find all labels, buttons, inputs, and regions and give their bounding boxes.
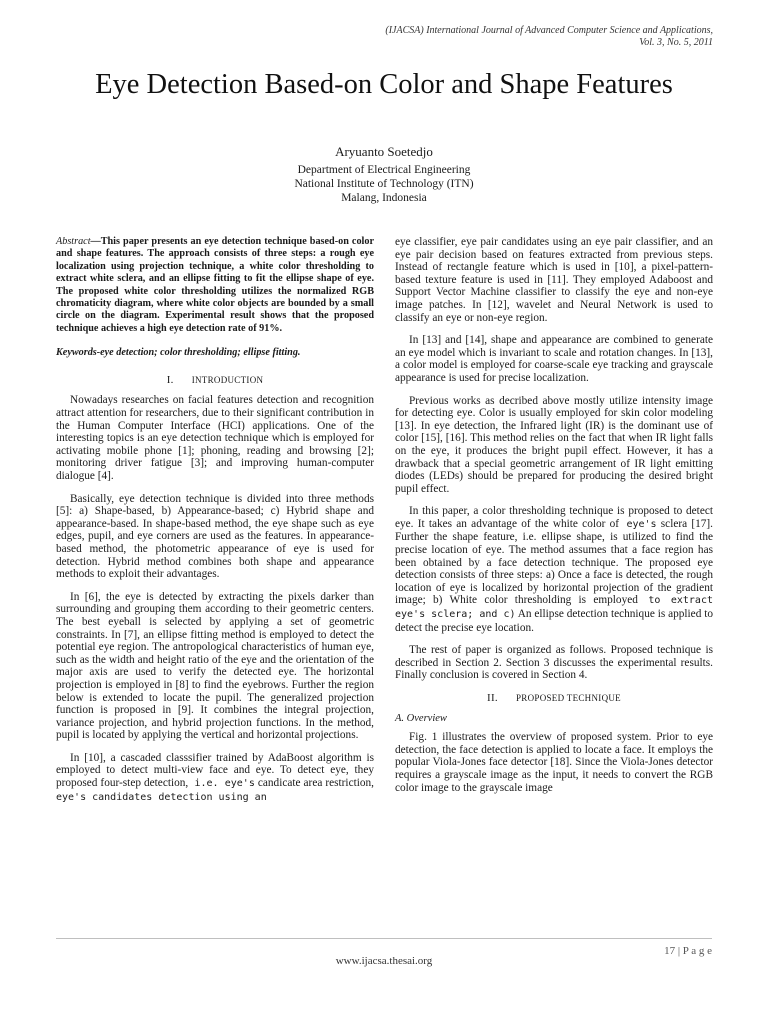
subsection-heading-overview: A. Overview: [395, 712, 447, 724]
text-run: In this paper, a color thresholding technique is proposed to detect eye. It takes an advantage of the white color of: [395, 505, 713, 530]
section-number: II.: [487, 692, 498, 704]
section-title: INTRODUCTION: [191, 374, 264, 385]
paragraph: eye classifier, eye pair candidates using an eye pair classifier, and an eye pair decision based on features extracted from previous steps. Instead of rectangle feature which is used in [10], a pixel-pattern-based texture feature is used in [11]. They employed Adaboost and Support Vector Machine classifier to classify the eye and non-eye image patches. In [12], wavelet and Neural Network is used to classify an eye or non-eye region.: [395, 236, 713, 324]
mono-text-run: i.e. eye's: [188, 778, 255, 790]
footer-divider: [56, 938, 712, 939]
section-title: PROPOSED TECHNIQUE: [515, 693, 621, 703]
mono-text-run: to extract eye's sclera; and c): [395, 595, 713, 621]
page-number: 17 | P a g e: [664, 945, 712, 957]
paragraph: Basically, eye detection technique is divided into three methods [5]: a) Shape-based, b) Appearance-based; c) Hybrid shape and appearance-based. In shape-based method, the eye shape such as eye edges, pupil, and eye corners are used as the features. In appearance-based method, the photometric appearance of eye is used for detection. Hybrid method combines both shape and appearance methods to exploit their advantages.: [56, 492, 374, 581]
paragraph: In [6], the eye is detected by extracting the pixels darker than surrounding and grouping them according to their geometric centers. The best eyeball is selected by applying a set of geometric constraints. In [7], an ellipse fitting method is employed to detect the potential eye region. The antropological characteristics of human eye, such as the width and height ratio of the eye and the orientation of the major axis are used to verify the detected eye. The horizontal projection is employed in [8] to find the eyebrows. Further the region below is extended to locate the pupil. The generalized projection function is proposed in [9]. It combines the integral projection, variance projection, and hybrid projection functions. In the method, pupil is located by applying the vertical and horizontal projections.: [56, 590, 374, 742]
left-column: [56, 236, 374, 814]
text-run: In [10], a cascaded classsifier trained by AdaBoost algorithm is employed to detect multi-view face and eye. To detect eye, they proposed four-step detection,: [56, 751, 374, 790]
paragraph: [395, 505, 713, 634]
paper-title: Eye Detection Based-on Color and Shape Features: [95, 69, 673, 100]
abstract-label: Abstract: [56, 236, 91, 247]
mono-text-run: eye's: [619, 518, 657, 530]
text-run: An ellipse detection technique is applied to detect the precise eye location.: [395, 608, 713, 634]
section-heading-introduction: [56, 374, 374, 387]
abstract: [56, 236, 374, 335]
paragraph: Fig. 1 illustrates the overview of proposed system. Prior to eye detection, the face detection is applied to locate a face. It employs the popular Viola-Jones face detector [18]. Since the Viola-Jones detector requires a grayscale image as the input, it needs to convert the RGB color image to the grayscale image: [395, 731, 713, 794]
abstract-dash: —: [90, 236, 101, 247]
journal-website: www.ijacsa.thesai.org: [335, 955, 433, 967]
journal-header-line1: (IJACSA) International Journal of Advanced Computer Science and Applications,: [385, 25, 713, 36]
affiliation-dept: Department of Electrical Engineering: [297, 164, 471, 176]
text-run: candicate area restriction,: [254, 777, 374, 790]
abstract-text: This paper presents an eye detection technique based-on color and shape features. The approach consists of three steps: a rough eye localization using projection technique, a white color thresholding to extract white sclera, and an ellipse fitting to fit the ellipse shape of eye. The proposed white color thresholding utilizes the normalized RGB chromaticity diagram, where white color objects are bounded by a small circle on the diagram. Experimental result shows that the proposed technique achieves a high eye detection rate of 91%.: [56, 236, 374, 334]
paragraph: Previous works as decribed above mostly utilize intensity image for detecting eye. Color is usually employed for skin color modeling [13]. In eye detection, the Infrared light (IR) is the dominant use of color [15], [16]. This method relies on the fact that when IR light falls on the eye, it produces the bright pupil effect. However, it has a drawback that a special geometric arrangement of IR light emitting diodes (LEDs) should be prepared for producing the desired bright pupil effect.: [395, 394, 713, 495]
keywords: Keywords-eye detection; color thresholding; ellipse fitting.: [56, 347, 301, 359]
paragraph: [56, 752, 374, 804]
journal-header: [253, 25, 713, 49]
section-heading-proposed-technique: [395, 692, 713, 705]
mono-text-run: eye's candidates detection using an: [56, 791, 267, 803]
paragraph: The rest of paper is organized as follows. Proposed technique is described in Section 2. Section 3 discusses the experimental results. Finally conclusion is covered in Section 4.: [395, 644, 713, 682]
affiliation-inst: National Institute of Technology (ITN): [294, 178, 474, 190]
paragraph: In [13] and [14], shape and appearance are combined to generate an eye model which is invariant to scale and rotation changes. In [13], a color model is employed for coarse-scale eye tracking and grayscale appearance is used for precise localization.: [395, 334, 713, 384]
right-column: [395, 236, 713, 804]
text-run: sclera [17]. Further the shape feature, i.e. ellipse shape, is utilized to find the precise location of eye. The method assumes that a face region has been obtained by a face detection technique. The proposed eye detection consists of three steps: a) Once a face is detected, the rough location of eye is localized by horizontal projection of the gradient image; b) White color thresholding is employed: [395, 517, 713, 607]
affiliation: [0, 163, 768, 205]
journal-header-line2: Vol. 3, No. 5, 2011: [639, 37, 713, 48]
section-number: I.: [166, 373, 174, 386]
affiliation-city: Malang, Indonesia: [341, 192, 427, 204]
paragraph: Nowadays researches on facial features detection and recognition attract attention for researchers, due to their significant contribution in the Human Computer Interface (HCI) applications. One of the interesting topics is an eye detection technique which is employed for activating mobile phone [1]; phoning, reading and browsing [2]; monitoring driver fatigue [3]; and improving human-computer dialogue [4].: [56, 394, 374, 482]
author-name: Aryuanto Soetedjo: [335, 144, 433, 159]
